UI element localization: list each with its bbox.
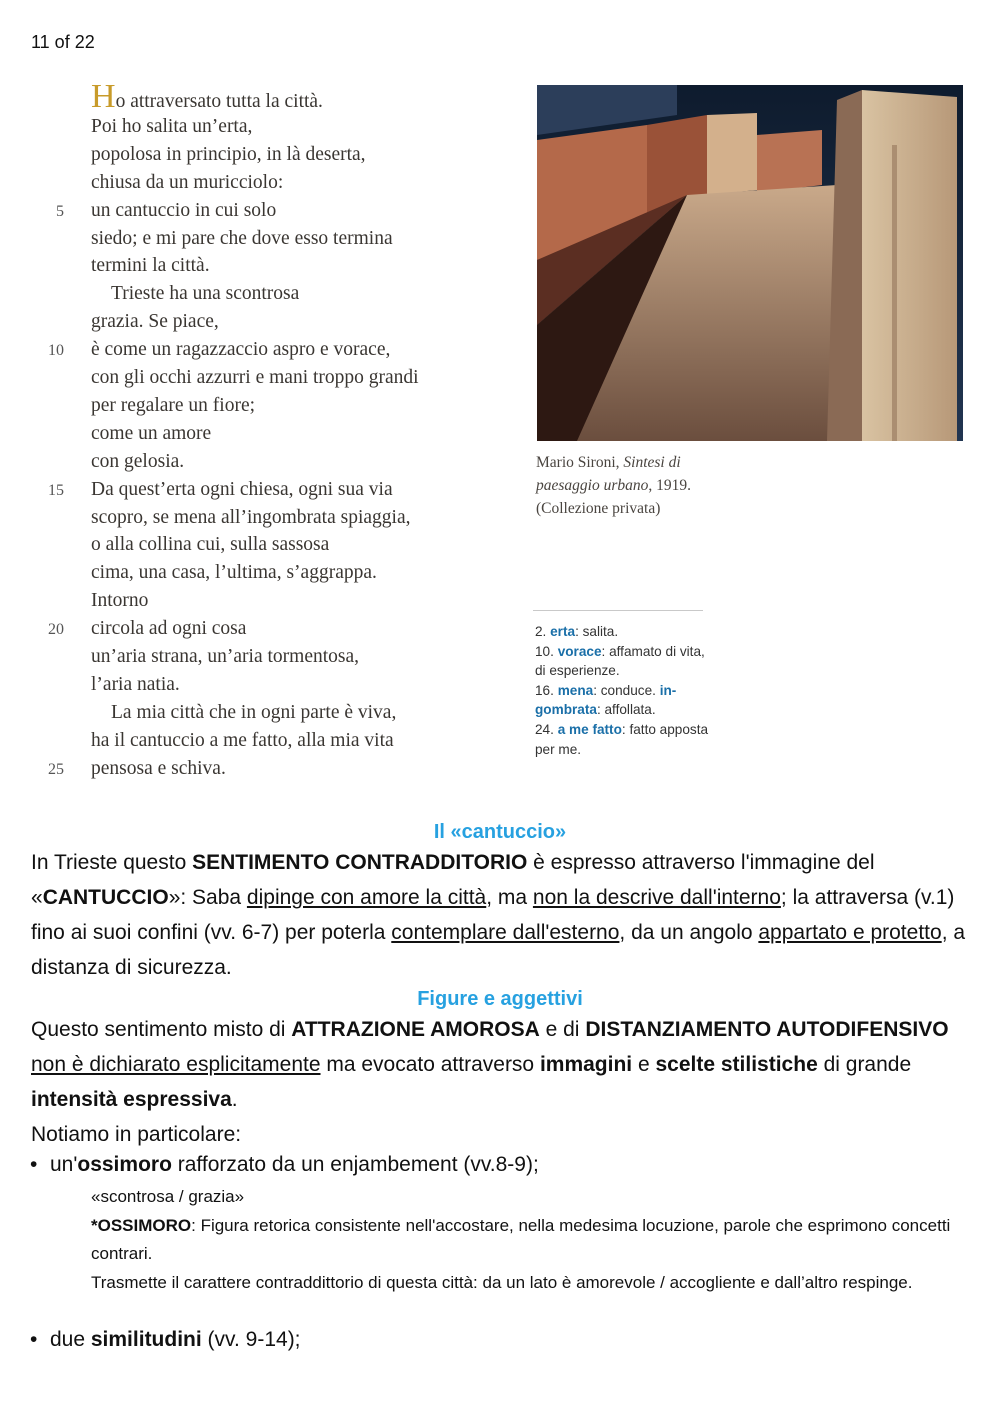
caption-author: Mario Sironi, xyxy=(536,454,624,471)
ossimoro-explanation: Trasmette il carattere contraddittorio di questa città: da un lato è amorevole / accogliente e dall’altro respinge. xyxy=(91,1272,913,1292)
poem-line: con gli occhi azzurri e mani troppo grandi xyxy=(91,367,419,388)
poem-line: chiusa da un muricciolo: xyxy=(91,171,284,193)
ossimoro-definition: *OSSIMORO: Figura retorica consistente nell'accostare, nella medesima locuzione, parole che esprimono concetti contrari. xyxy=(91,1215,951,1263)
painting-caption xyxy=(536,451,746,520)
poem-line: scopro, se mena all’ingombrata spiaggia, xyxy=(91,506,411,528)
poem-line: circola ad ogni cosa xyxy=(91,618,247,640)
poem-line: termini la città. xyxy=(91,255,210,277)
bullet-ossimoro: • un'ossimoro rafforzato da un enjambement (vv.8-9); xyxy=(30,1153,539,1176)
poem-line: Da quest’erta ogni chiesa, ogni sua via xyxy=(91,478,393,500)
poem-line: Ho attraversato tutta la città. xyxy=(91,78,323,115)
intro-line: Notiamo in particolare: xyxy=(31,1123,242,1146)
poem-line: un’aria strana, un’aria tormentosa, xyxy=(91,646,360,667)
line-number: 25 xyxy=(48,760,64,778)
bullet-similitudini: • due similitudini (vv. 9-14); xyxy=(30,1328,301,1351)
line-number: 5 xyxy=(56,202,64,220)
poem-line: è come un ragazzaccio aspro e vorace, xyxy=(91,339,391,361)
glossary-item: 24. a me fatto: fatto apposta per me. xyxy=(535,721,709,757)
section-title-figure: Figure e aggettivi xyxy=(417,988,583,1010)
ossimoro-quote: «scontrosa / grazia» xyxy=(91,1187,245,1206)
poem-line: pensosa e schiva. xyxy=(91,757,226,779)
poem-line: La mia città che in ogni parte è viva, xyxy=(111,701,397,723)
line-number: 15 xyxy=(48,481,64,499)
section-title-cantuccio: Il «cantuccio» xyxy=(433,821,567,843)
glossary-divider xyxy=(533,610,703,611)
line-number: 10 xyxy=(48,342,64,360)
line-number: 20 xyxy=(48,621,64,639)
dropcap: H xyxy=(91,78,116,115)
ossimoro-note xyxy=(91,1183,961,1297)
glossary-item: 2. erta: salita. xyxy=(535,624,619,639)
painting-image xyxy=(537,85,963,441)
glossary xyxy=(535,622,710,759)
poem-line: Poi ho salita un’erta, xyxy=(91,115,253,137)
caption-collection: (Collezione privata) xyxy=(536,500,661,517)
caption-year: , 1919. xyxy=(648,477,691,494)
poem-line: siedo; e mi pare che dove esso termina xyxy=(91,227,393,249)
poem-line: come un amore xyxy=(91,422,212,444)
poem-line: con gelosia. xyxy=(91,450,185,472)
paragraph-figure: Questo sentimento misto di ATTRAZIONE AMOROSA e di DISTANZIAMENTO AUTODIFENSIVO non è dichiarato esplicitamente ma evocato attraverso immagini e scelte stilistiche di grande intensità espressiva. Notiamo in particolare: xyxy=(31,1018,949,1146)
poem-line: l’aria natia. xyxy=(91,673,180,695)
page-number: 11 of 22 xyxy=(31,32,95,52)
poem-line: un cantuccio in cui solo xyxy=(91,199,277,221)
poem-line: o alla collina cui, sulla sassosa xyxy=(91,534,330,556)
poem-line: per regalare un fiore; xyxy=(91,394,256,416)
poem-line: cima, una casa, l’ultima, s’aggrappa. xyxy=(91,562,377,584)
poem-line: Trieste ha una scontrosa xyxy=(111,283,300,305)
glossary-item: 16. mena: conduce. in- gombrata: affollata. xyxy=(535,682,677,718)
poem-line: Intorno xyxy=(91,590,149,612)
paragraph-cantuccio: In Trieste questo SENTIMENTO CONTRADDITORIO è espresso attraverso l'immagine del «CANTUCCIO»: Saba dipinge con amore la città, ma non la descrive dall'interno; la attraversa (v.1) fino ai suoi confini (vv. 6-7) per poterla contemplare dall'esterno, da un angolo appartato e protetto, a distanza di sicurezza. xyxy=(31,851,966,979)
poem-line: ha il cantuccio a me fatto, alla mia vita xyxy=(91,729,394,751)
caption-title: Sintesi di paesaggio urbano xyxy=(536,454,681,494)
glossary-item: 10. vorace: affamato di vita, di esperienze. xyxy=(535,643,705,679)
poem-line: popolosa in principio, in là deserta, xyxy=(91,143,366,165)
poem-line: grazia. Se piace, xyxy=(91,311,219,333)
